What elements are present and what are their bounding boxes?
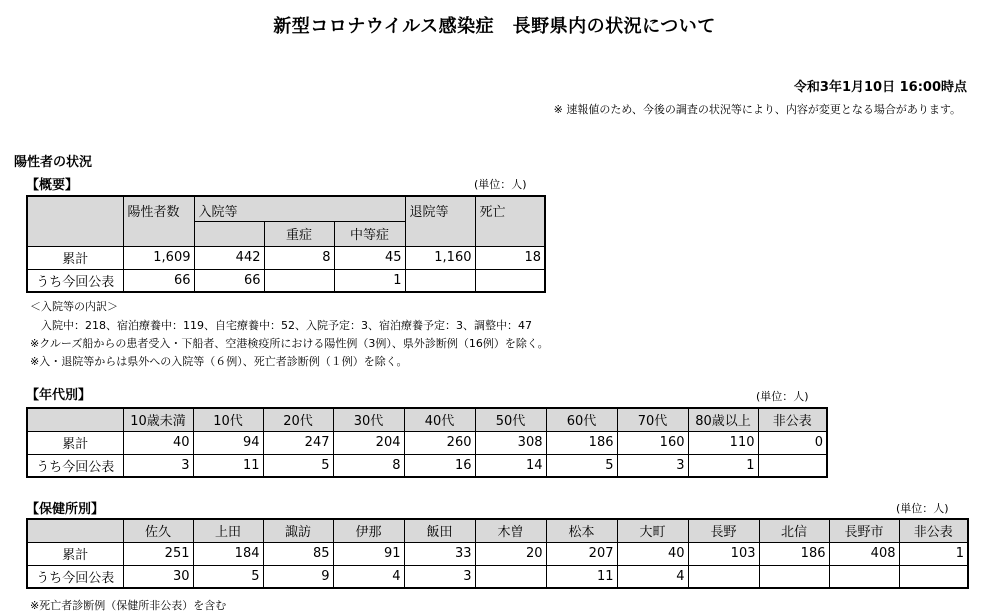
table-cell: 408	[829, 542, 899, 565]
cell-moderate: 45	[334, 246, 405, 269]
health-center-heading: 【保健所別】	[26, 502, 105, 517]
row-label: うち今回公表	[27, 565, 123, 588]
col-header: 10歳未満	[123, 408, 193, 431]
table-cell: 20	[475, 542, 546, 565]
table-row	[27, 454, 827, 477]
col-header: 80歳以上	[688, 408, 758, 431]
col-header: 非公表	[899, 519, 968, 542]
table-cell: 94	[193, 431, 263, 454]
table-cell: 9	[263, 565, 333, 588]
table-cell: 11	[546, 565, 617, 588]
age-table	[26, 407, 828, 478]
table-cell: 30	[123, 565, 193, 588]
health-center-unit: (単位：人)	[896, 502, 949, 515]
col-header: 20代	[263, 408, 333, 431]
summary-corner	[27, 196, 123, 246]
cell-hospitalized: 66	[194, 269, 264, 292]
col-header: 長野	[688, 519, 759, 542]
table-cell: 4	[333, 565, 404, 588]
col-header: 10代	[193, 408, 263, 431]
table-cell: 8	[333, 454, 404, 477]
col-header: 松本	[546, 519, 617, 542]
row-label: 累計	[27, 246, 123, 269]
col-header-discharged: 退院等	[405, 196, 475, 246]
col-header: 30代	[333, 408, 404, 431]
col-header: 長野市	[829, 519, 899, 542]
cell-moderate: 1	[334, 269, 405, 292]
table-cell: 11	[193, 454, 263, 477]
col-header: 北信	[759, 519, 829, 542]
age-corner	[27, 408, 123, 431]
col-header-hospitalized: 入院等	[194, 196, 405, 222]
row-label: 累計	[27, 431, 123, 454]
table-cell: 1	[899, 542, 968, 565]
table-cell: 160	[617, 431, 688, 454]
table-cell: 40	[123, 431, 193, 454]
table-cell: 204	[333, 431, 404, 454]
row-label: うち今回公表	[27, 269, 123, 292]
cell-discharged	[405, 269, 475, 292]
table-cell: 40	[617, 542, 688, 565]
row-label: 累計	[27, 542, 123, 565]
col-header: 伊那	[333, 519, 404, 542]
table-row	[27, 542, 968, 565]
table-cell: 308	[475, 431, 546, 454]
summary-subheader-spacer	[194, 222, 264, 246]
cell-positive: 1,609	[123, 246, 194, 269]
cell-severe: 8	[264, 246, 334, 269]
col-header: 40代	[404, 408, 475, 431]
col-header-moderate: 中等症	[334, 222, 405, 246]
cell-positive: 66	[123, 269, 194, 292]
footnote: ※死亡者診断例（保健所非公表）を含む	[30, 599, 227, 612]
note-line: 入院中：218、宿泊療養中：119、自宅療養中：52、入院予定：3、宿泊療養予定：3、調整中：47	[30, 319, 532, 332]
table-row	[27, 269, 545, 292]
col-header-severe: 重症	[264, 222, 334, 246]
table-cell: 251	[123, 542, 193, 565]
table-cell	[759, 565, 829, 588]
table-cell: 14	[475, 454, 546, 477]
table-cell: 110	[688, 431, 758, 454]
col-header: 70代	[617, 408, 688, 431]
page-title: 新型コロナウイルス感染症 長野県内の状況について	[273, 16, 716, 37]
table-cell: 33	[404, 542, 475, 565]
age-unit: (単位：人)	[756, 390, 809, 403]
note-line: ＜入院等の内訳＞	[30, 300, 118, 313]
age-heading: 【年代別】	[26, 388, 92, 403]
table-cell: 103	[688, 542, 759, 565]
summary-heading: 【概要】	[26, 178, 79, 193]
health-center-corner	[27, 519, 123, 542]
table-cell: 186	[546, 431, 617, 454]
col-header: 飯田	[404, 519, 475, 542]
table-cell	[475, 565, 546, 588]
health-center-header-row	[27, 519, 968, 542]
table-cell: 184	[193, 542, 263, 565]
table-row	[27, 246, 545, 269]
timestamp: 令和3年1月10日 16:00時点	[793, 80, 967, 95]
table-row	[27, 431, 827, 454]
table-cell: 3	[404, 565, 475, 588]
cell-discharged: 1,160	[405, 246, 475, 269]
col-header: 上田	[193, 519, 263, 542]
table-row	[27, 565, 968, 588]
col-header-deaths: 死亡	[475, 196, 545, 246]
table-cell	[899, 565, 968, 588]
row-label: うち今回公表	[27, 454, 123, 477]
table-cell: 5	[546, 454, 617, 477]
table-cell: 247	[263, 431, 333, 454]
col-header: 佐久	[123, 519, 193, 542]
table-cell: 5	[193, 565, 263, 588]
note-line: ※クルーズ船からの患者受入・下船者、空港検疫所における陽性例（3例）、県外診断例（16例）を除く。	[30, 337, 549, 350]
cell-severe	[264, 269, 334, 292]
table-cell: 260	[404, 431, 475, 454]
summary-table	[26, 195, 546, 293]
col-header: 木曽	[475, 519, 546, 542]
table-cell: 16	[404, 454, 475, 477]
note-line: ※入・退院等からは県外への入院等（６例）、死亡者診断例（１例）を除く。	[30, 355, 408, 368]
cell-hospitalized: 442	[194, 246, 264, 269]
table-cell: 0	[758, 431, 827, 454]
section-heading: 陽性者の状況	[14, 155, 93, 170]
disclaimer-note: ※ 速報値のため、今後の調査の状況等により、内容が変更となる場合があります。	[553, 103, 961, 116]
table-cell: 3	[617, 454, 688, 477]
table-cell: 186	[759, 542, 829, 565]
age-header-row	[27, 408, 827, 431]
table-cell	[829, 565, 899, 588]
table-cell	[688, 565, 759, 588]
table-cell	[758, 454, 827, 477]
table-cell: 5	[263, 454, 333, 477]
cell-deaths	[475, 269, 545, 292]
table-cell: 4	[617, 565, 688, 588]
table-cell: 1	[688, 454, 758, 477]
col-header: 大町	[617, 519, 688, 542]
col-header: 諏訪	[263, 519, 333, 542]
col-header: 非公表	[758, 408, 827, 431]
cell-deaths: 18	[475, 246, 545, 269]
col-header-positive: 陽性者数	[123, 196, 194, 246]
table-cell: 85	[263, 542, 333, 565]
table-cell: 91	[333, 542, 404, 565]
col-header: 50代	[475, 408, 546, 431]
summary-unit: (単位：人)	[474, 178, 527, 191]
col-header: 60代	[546, 408, 617, 431]
table-cell: 207	[546, 542, 617, 565]
health-center-table	[26, 518, 969, 589]
table-cell: 3	[123, 454, 193, 477]
